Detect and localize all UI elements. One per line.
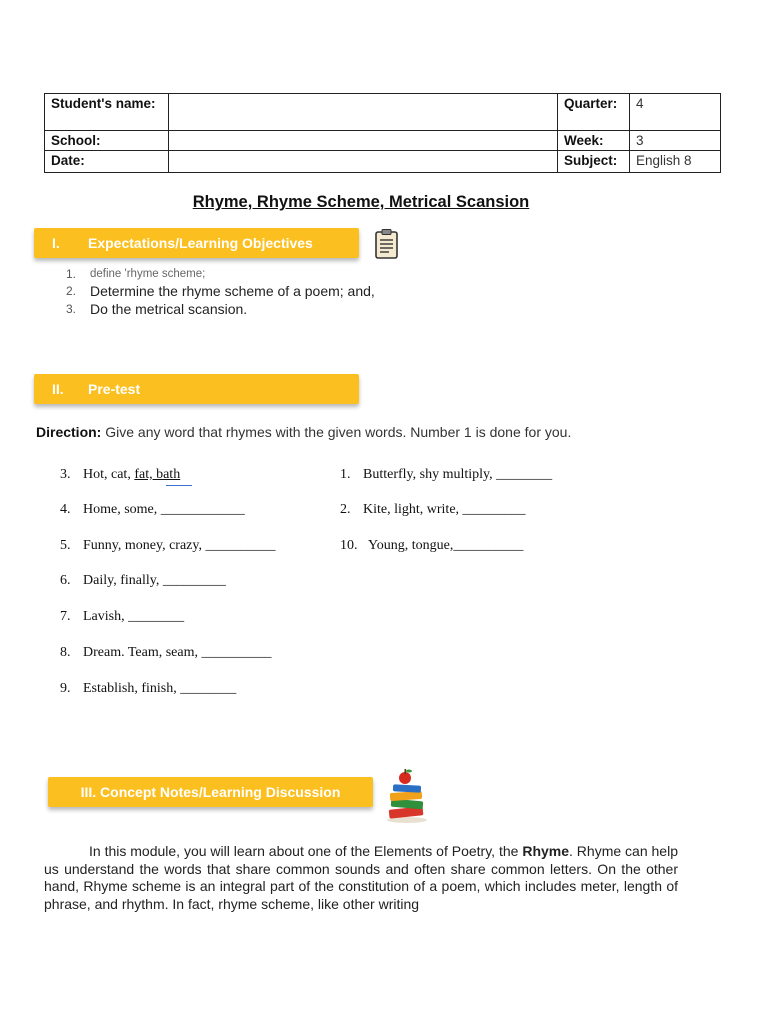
school-field[interactable] [169,131,558,151]
section-title: III. Concept Notes/Learning Discussion [80,784,341,800]
list-item: 9. Establish, finish, ________ [60,681,237,696]
list-item: 5. Funny, money, crazy, __________ [60,538,276,553]
direction-label: Direction: [36,424,102,440]
week-label: Week: [558,131,630,151]
section-title: Pre-test [88,381,141,397]
list-item: 7. Lavish, ________ [60,609,185,624]
keyword-rhyme: Rhyme [522,843,570,859]
section-title: Expectations/Learning Objectives [88,235,313,251]
list-item: 10. Young, tongue,__________ [340,538,524,553]
objective-text: Do the metrical scansion. [90,301,248,317]
list-item: 1. Butterfly, shy multiply, ________ [340,467,553,482]
list-item: 3. Hot, cat, fat, bath [60,467,181,482]
week-value: 3 [630,131,721,151]
books-apple-icon [383,768,431,829]
quarter-label: Quarter: [558,94,630,131]
list-item: 8. Dream. Team, seam, __________ [60,645,272,660]
date-label: Date: [45,151,169,173]
list-item: 2. Determine the rhyme scheme of a poem; and, [66,283,375,299]
school-label: School: [45,131,169,151]
objectives-list [66,266,375,318]
student-name-label: Student's name: [45,94,169,131]
list-item: 4. Home, some, ____________ [60,502,245,517]
date-field[interactable] [169,151,558,173]
answer-text: fat, bath [134,467,181,482]
subject-label: Subject: [558,151,630,173]
student-info-table [44,93,721,173]
section-concept-banner [48,777,373,807]
section-number: I. [52,235,60,251]
list-item: 6. Daily, finally, _________ [60,573,226,588]
spellcheck-underline [166,485,192,486]
student-name-field[interactable] [169,94,558,131]
clipboard-icon [374,228,400,265]
concept-paragraph: In this module, you will learn about one of the Elements of Poetry, the Rhyme. Rhyme can help us understand the words that share common sounds and often share common letters. On the other hand, Rhyme scheme is an integral part of the constitution of a poem, which includes meter, length of phrase, and rhythm. In fact, rhyme scheme, like other writing [44,843,678,912]
list-item: 3. Do the metrical scansion. [66,301,248,317]
subject-value: English 8 [630,151,721,173]
page-title: Rhyme, Rhyme Scheme, Metrical Scansion [192,193,530,211]
section-number: II. [52,381,64,397]
objective-text: Determine the rhyme scheme of a poem; and, [90,283,375,299]
section-pretest-banner [34,374,359,404]
quarter-value: 4 [630,94,721,131]
objective-text: define 'rhyme scheme; [90,268,206,280]
direction-text: Direction: Give any word that rhymes with the given words. Number 1 is done for you. [36,424,572,440]
list-item: 2. Kite, light, write, _________ [340,502,526,517]
list-item: 1. define 'rhyme scheme; [66,267,206,281]
section-objectives-banner [34,228,359,258]
